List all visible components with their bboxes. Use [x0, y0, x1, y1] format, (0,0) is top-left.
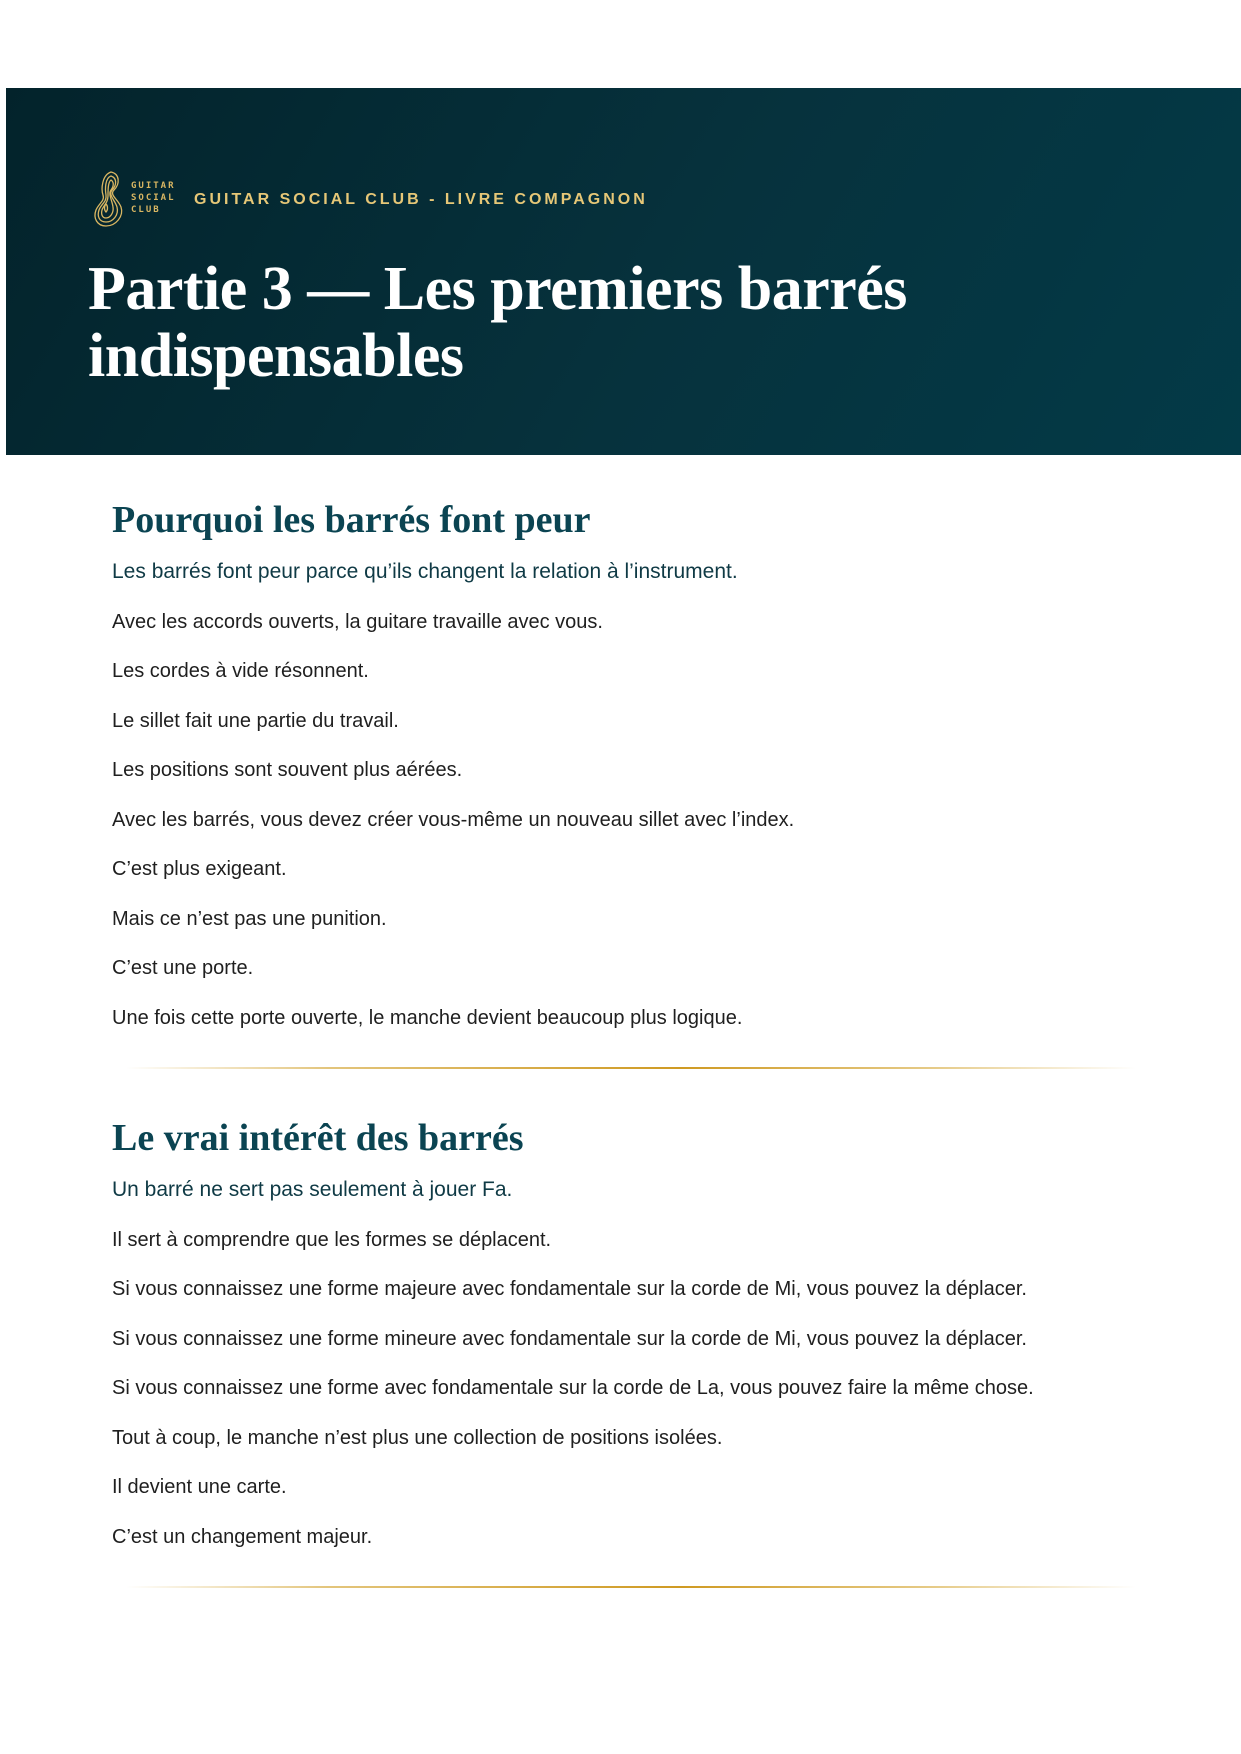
- brand-row: [91, 168, 648, 232]
- paragraph: Tout à coup, le manche n’est plus une collection de positions isolées.: [112, 1426, 723, 1449]
- section-lead: Un barré ne sert pas seulement à jouer Fa.: [112, 1178, 513, 1201]
- section-why-barres-scary: [112, 494, 1142, 1069]
- paragraph: C’est un changement majeur.: [112, 1525, 373, 1548]
- paragraph: Mais ce n’est pas une punition.: [112, 907, 387, 930]
- paragraph: Si vous connaissez une forme majeure avec fondamentale sur la corde de Mi, vous pouvez la déplacer.: [112, 1278, 1027, 1300]
- paragraph: Si vous connaissez une forme mineure avec fondamentale sur la corde de Mi, vous pouvez la déplacer.: [112, 1327, 1027, 1350]
- guitar-headstock-icon: [91, 168, 131, 232]
- section-heading: Pourquoi les barrés font peur: [112, 499, 591, 541]
- paragraph: Il devient une carte.: [112, 1476, 287, 1498]
- paragraph: Il sert à comprendre que les formes se déplacent.: [112, 1228, 552, 1251]
- paragraph: C’est une porte.: [112, 957, 254, 979]
- gold-divider: [126, 1586, 1136, 1588]
- section-real-interest-barres: [112, 1112, 1142, 1588]
- section-lead: Les barrés font peur parce qu’ils changent la relation à l’instrument.: [112, 560, 738, 583]
- guitar-social-club-logo: [91, 168, 183, 232]
- paragraph: Les positions sont souvent plus aérées.: [112, 759, 463, 781]
- paragraph: C’est plus exigeant.: [112, 858, 287, 880]
- book-kicker: GUITAR SOCIAL CLUB - LIVRE COMPAGNON: [194, 191, 648, 208]
- paragraph: Le sillet fait une partie du travail.: [112, 709, 399, 732]
- section-heading: Le vrai intérêt des barrés: [112, 1117, 524, 1159]
- paragraph: Une fois cette porte ouverte, le manche devient beaucoup plus logique.: [112, 1006, 743, 1029]
- page-header: [6, 88, 1241, 455]
- page-content: [112, 494, 1142, 1588]
- paragraph: Avec les barrés, vous devez créer vous-même un nouveau sillet avec l’index.: [112, 808, 795, 831]
- logo-wordmark: GUITAR SOCIAL CLUB: [131, 181, 176, 215]
- paragraph: Les cordes à vide résonnent.: [112, 660, 369, 682]
- paragraph: Avec les accords ouverts, la guitare travaille avec vous.: [112, 610, 603, 633]
- paragraph: Si vous connaissez une forme avec fondamentale sur la corde de La, vous pouvez faire la même chose.: [112, 1377, 1034, 1399]
- page-title: Partie 3 — Les premiers barrés indispensables: [88, 255, 907, 390]
- gold-divider: [126, 1067, 1136, 1069]
